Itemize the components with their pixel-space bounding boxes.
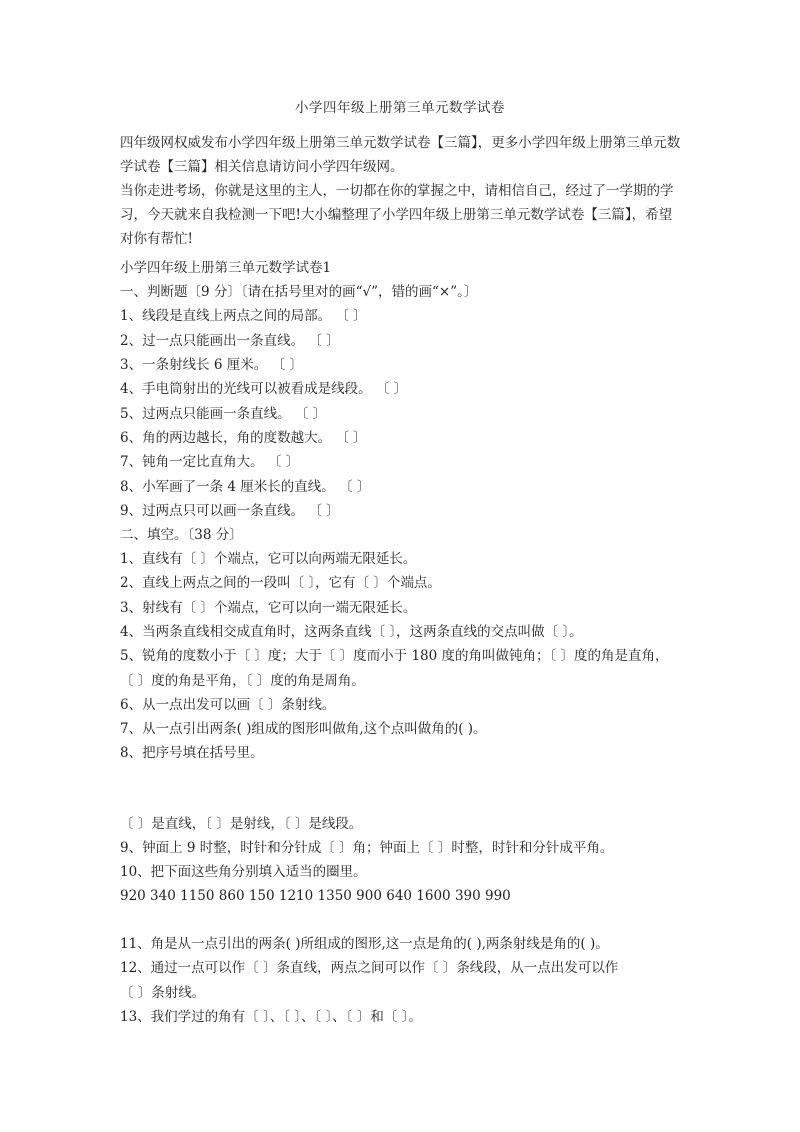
question-line: 4、手电筒射出的光线可以被看成是线段。 〔 〕 bbox=[120, 381, 408, 397]
question-line: 3、射线有〔 〕个端点，它可以向一端无限延长。 bbox=[120, 600, 417, 616]
question-line: 〔 〕条射线。 bbox=[120, 985, 206, 1001]
question-line: 2、直线上两点之间的一段叫〔 〕，它有〔 〕个端点。 bbox=[120, 575, 441, 591]
question-line: 8、把序号填在括号里。 bbox=[120, 745, 264, 761]
part-heading: 二、填空。〔38 分〕 bbox=[120, 527, 243, 543]
question-line: 〔 〕度的角是平角，〔 〕度的角是周角。 bbox=[120, 673, 365, 689]
intro-block bbox=[120, 131, 685, 251]
question-line: 〔 〕是直线，〔 〕是射线，〔 〕是线段。 bbox=[120, 816, 363, 832]
question-line: 5、过两点只能画一条直线。 〔 〕 bbox=[120, 406, 327, 422]
question-line: 12、通过一点可以作〔 〕条直线，两点之间可以作〔 〕条线段，从一点出发可以作 bbox=[120, 960, 619, 976]
question-line: 4、当两条直线相交成直角时，这两条直线〔 〕，这两条直线的交点叫做〔 〕。 bbox=[120, 624, 583, 640]
question-line: 9、钟面上 9 时整，时针和分针成〔 〕角；钟面上〔 〕时整，时针和分针成平角。 bbox=[120, 840, 614, 856]
section-heading: 小学四年级上册第三单元数学试卷1 bbox=[120, 260, 332, 276]
angle-values-line: 920 340 1150 860 150 1210 1350 900 640 1600 390 990 bbox=[120, 888, 511, 904]
question-line: 6、从一点出发可以画〔 〕条射线。 bbox=[120, 697, 336, 713]
question-line: 1、直线有〔 〕个端点，它可以向两端无限延长。 bbox=[120, 551, 417, 567]
question-line: 1、线段是直线上两点之间的局部。 〔 〕 bbox=[120, 308, 367, 324]
question-line: 13、我们学过的角有〔 〕、〔 〕、〔 〕、〔 〕和〔 〕。 bbox=[120, 1009, 422, 1025]
question-line: 6、角的两边越长，角的度数越大。 〔 〕 bbox=[120, 430, 367, 446]
intro-paragraph: 当你走进考场，你就是这里的主人，一切都在你的掌握之中，请相信自己，经过了一学期的学习，今天就来自我检测一下吧!大小编整理了小学四年级上册第三单元数学试卷【三篇】，希望对你有帮忙! bbox=[120, 183, 674, 247]
question-line: 9、过两点只可以画一条直线。 〔 〕 bbox=[120, 503, 340, 519]
question-line: 3、一条射线长 6 厘米。 〔 〕 bbox=[120, 357, 303, 373]
question-line: 10、把下面这些角分别填入适当的圈里。 bbox=[120, 864, 367, 880]
question-line: 7、从一点引出两条( )组成的图形叫做角,这个点叫做角的( )。 bbox=[120, 721, 487, 737]
question-line: 5、锐角的度数小于〔 〕度；大于〔 〕度而小于 180 度的角叫做钝角；〔 〕度的角是直角， bbox=[120, 648, 669, 664]
document-title: 小学四年级上册第三单元数学试卷 bbox=[295, 100, 505, 116]
question-line: 2、过一点只能画出一条直线。 〔 〕 bbox=[120, 333, 340, 349]
question-line: 7、钝角一定比直角大。 〔 〕 bbox=[120, 454, 300, 470]
part-heading: 一、判断题〔9 分〕〔请在括号里对的画“√”，错的画“×”。〕 bbox=[120, 284, 478, 300]
question-line: 11、角是从一点引出的两条( )所组成的图形,这一点是角的( ),两条射线是角的( )。 bbox=[120, 936, 609, 952]
intro-paragraph: 四年级网权威发布小学四年级上册第三单元数学试卷【三篇】，更多小学四年级上册第三单元数学试卷【三篇】相关信息请访问小学四年级网。 bbox=[120, 135, 681, 175]
question-line: 8、小军画了一条 4 厘米长的直线。 〔 〕 bbox=[120, 479, 371, 495]
